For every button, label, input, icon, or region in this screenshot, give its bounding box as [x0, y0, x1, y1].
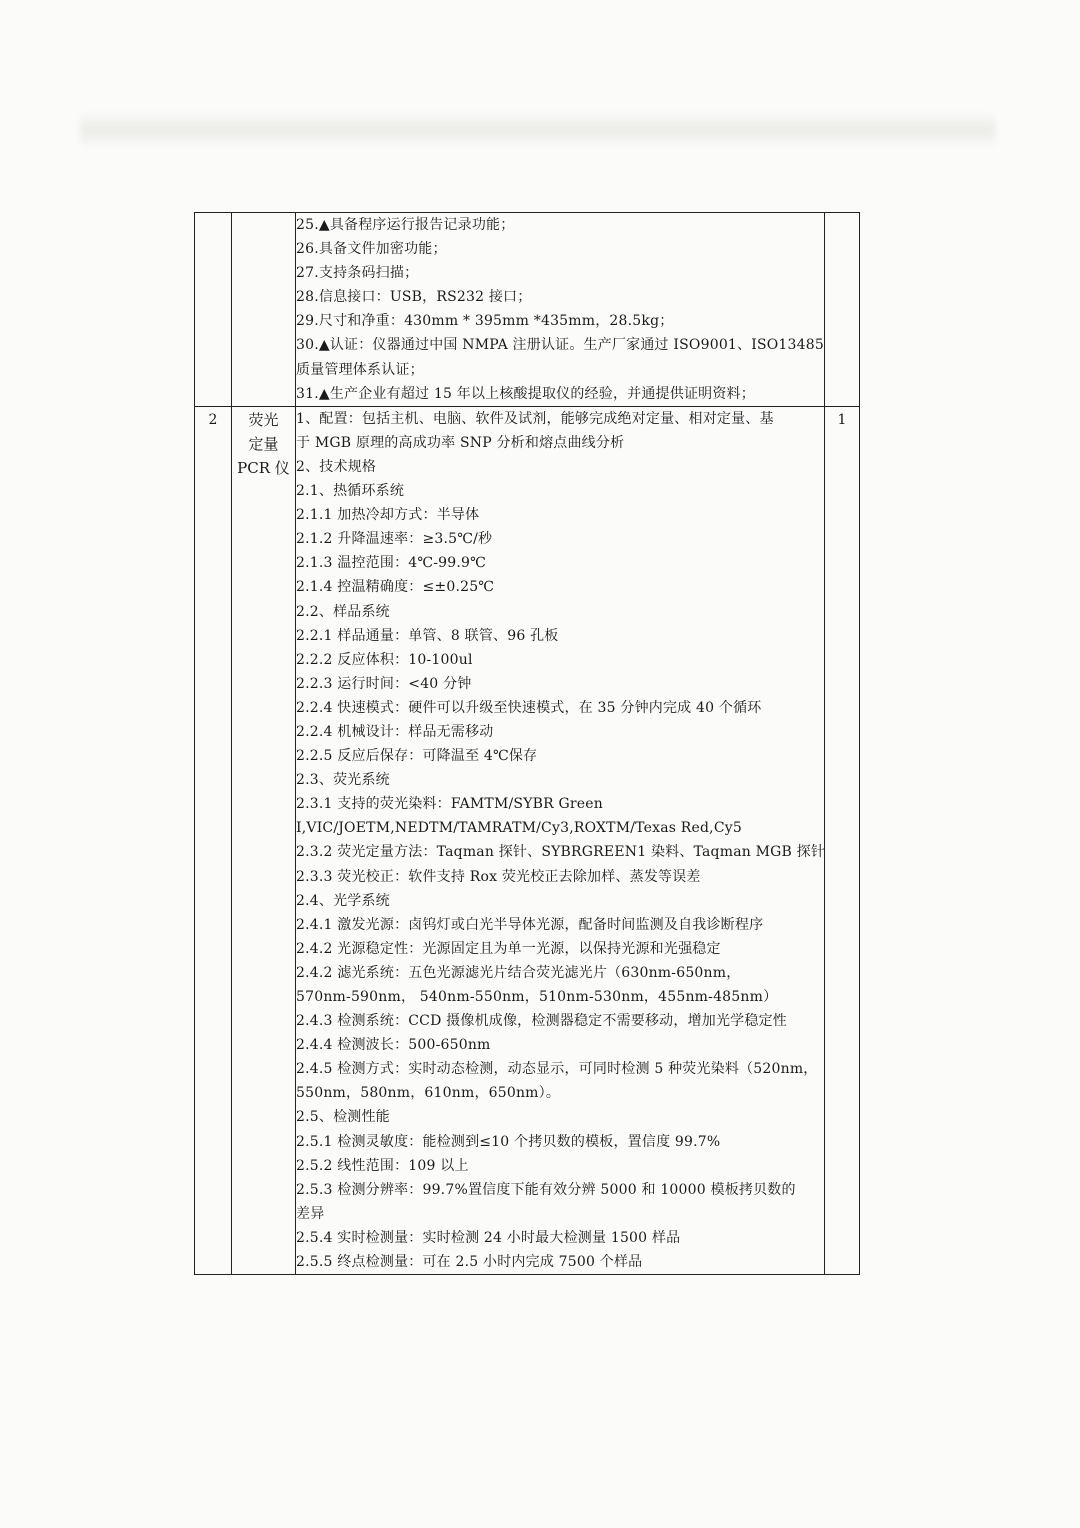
spec-line: 质量管理体系认证； — [296, 361, 424, 378]
spec-line: 25.▲具备程序运行报告记录功能； — [296, 217, 515, 233]
spec-line: 2.2.4 机械设计：样品无需移动 — [296, 723, 494, 740]
spec-line: 550nm，580nm，610nm，650nm）。 — [296, 1085, 561, 1102]
spec-line: 30.▲认证：仪器通过中国 NMPA 注册认证。生产厂家通过 ISO9001、ISO13485 — [296, 337, 824, 354]
row1-qty-cell — [825, 213, 860, 407]
spec-line: 2.4、光学系统 — [296, 892, 390, 909]
spec-line: 2.2.2 反应体积：10-100ul — [296, 651, 473, 668]
item-name-line: 定量 — [248, 434, 279, 453]
spec-line: 570nm-590nm， 540nm-550nm，510nm-530nm，455nm-485nm） — [296, 989, 778, 1005]
spec-line: 2.1.4 控温精确度：≤±0.25℃ — [296, 579, 495, 596]
scan-artifact — [80, 112, 995, 148]
spec-line: 2.3、荧光系统 — [296, 772, 390, 789]
spec-line: 2.4.2 光源稳定性：光源固定且为单一光源，以保持光源和光强稳定 — [296, 940, 721, 957]
spec-line: 2.5.1 检测灵敏度：能检测到≤10 个拷贝数的模板，置信度 99.7% — [296, 1133, 721, 1150]
spec-line: 2.3.3 荧光校正：软件支持 Rox 荧光校正去除加样、蒸发等误差 — [296, 868, 701, 885]
spec-line: 26.具备文件加密功能； — [296, 241, 447, 258]
spec-line: 2、技术规格 — [296, 458, 377, 475]
spec-line: 于 MGB 原理的高成功率 SNP 分析和熔点曲线分析 — [296, 434, 625, 451]
item-name-line: PCR 仪 — [237, 458, 290, 477]
table-row — [195, 406, 860, 1274]
spec-line: 1、配置：包括主机、电脑、软件及试剂，能够完成绝对定量、相对定量、基 — [296, 410, 774, 427]
row1-no-cell — [195, 213, 232, 407]
row2-qty-cell — [825, 406, 860, 1274]
spec-line: 2.5.5 终点检测量：可在 2.5 小时内完成 7500 个样品 — [296, 1254, 643, 1271]
spec-line: 2.4.5 检测方式：实时动态检测，动态显示，可同时检测 5 种荧光染料（520nm， — [296, 1061, 818, 1078]
spec-table — [194, 212, 860, 1275]
row1-name-cell — [232, 213, 296, 407]
spec-line: 差异 — [296, 1205, 325, 1222]
spec-line: 2.2.3 运行时间：<40 分钟 — [296, 675, 472, 692]
spec-line: 31.▲生产企业有超过 15 年以上核酸提取仪的经验，并通提供证明资料； — [296, 385, 755, 402]
item-name-line: 荧光 — [248, 410, 279, 429]
item-quantity: 1 — [837, 411, 847, 428]
item-number: 2 — [208, 411, 218, 428]
spec-line: 28.信息接口：USB，RS232 接口； — [296, 289, 532, 306]
spec-line: 2.5、检测性能 — [296, 1109, 390, 1126]
spec-line: 2.5.3 检测分辨率：99.7%置信度下能有效分辨 5000 和 10000 模板拷贝数的 — [296, 1181, 796, 1198]
spec-line: 2.3.1 支持的荧光染料：FAMTM/SYBR Green — [296, 796, 603, 813]
spec-line: 29.尺寸和净重：430mm * 395mm *435mm，28.5kg； — [296, 313, 674, 330]
spec-line: 2.1.3 温控范围：4℃-99.9℃ — [296, 555, 487, 572]
spec-line: 2.4.1 激发光源：卤钨灯或白光半导体光源，配备时间监测及自我诊断程序 — [296, 916, 764, 933]
row2-name-cell — [232, 406, 296, 1274]
spec-line: 2.2.4 快速模式：硬件可以升级至快速模式，在 35 分钟内完成 40 个循环 — [296, 699, 762, 716]
item-name — [232, 407, 295, 480]
spec-line: 2.3.2 荧光定量方法：Taqman 探针、SYBRGREEN1 染料、Taqman MGB 探针 — [296, 844, 826, 861]
spec-line: 2.1.2 升降温速率：≥3.5℃/秒 — [296, 531, 493, 548]
spec-line: 2.4.3 检测系统：CCD 摄像机成像，检测器稳定不需要移动，增加光学稳定性 — [296, 1013, 787, 1030]
spec-line: 2.1、热循环系统 — [296, 483, 405, 500]
spec-line: I,VIC/JOETM,NEDTM/TAMRATM/Cy3,ROXTM/Texas Red,Cy5 — [296, 820, 742, 837]
spec-line: 2.5.4 实时检测量：实时检测 24 小时最大检测量 1500 样品 — [296, 1229, 681, 1246]
spec-line: 2.1.1 加热冷却方式：半导体 — [296, 507, 480, 524]
spec-line: 2.2.5 反应后保存：可降温至 4℃保存 — [296, 748, 538, 765]
row2-no-cell — [195, 406, 232, 1274]
row1-spec-cell — [296, 213, 825, 407]
spec-line: 27.支持条码扫描； — [296, 265, 419, 282]
spec-line: 2.2、样品系统 — [296, 603, 390, 620]
spec-line: 2.4.2 滤光系统：五色光源滤光片结合荧光滤光片（630nm-650nm， — [296, 964, 741, 981]
spec-line: 2.2.1 样品通量：单管、8 联管、96 孔板 — [296, 627, 559, 644]
spec-line: 2.4.4 检测波长：500-650nm — [296, 1037, 491, 1054]
row2-spec-cell — [296, 406, 825, 1274]
spec-line: 2.5.2 线性范围：109 以上 — [296, 1157, 469, 1174]
table-row — [195, 213, 860, 407]
